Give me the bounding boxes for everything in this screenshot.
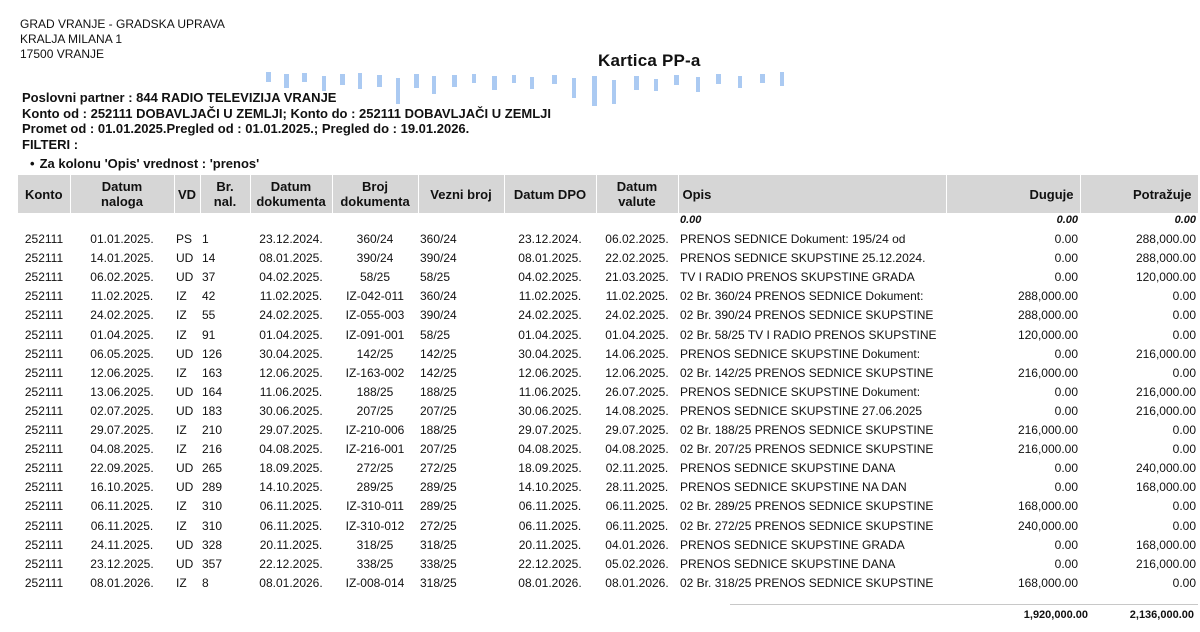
cell-vd: UD <box>176 384 194 399</box>
cell-vd: UD <box>176 461 194 476</box>
filter-text: Za kolonu 'Opis' vrednost : 'prenos' <box>39 156 260 171</box>
cell-konto: 252111 <box>24 499 64 514</box>
cell-br-nal: 14 <box>202 251 216 266</box>
cell-vezni-broj: 272/25 <box>420 518 457 533</box>
cell-broj-dokumenta: IZ-310-011 <box>346 499 404 514</box>
total-duguje: 1,920,000.00 <box>1023 609 1088 621</box>
cell-broj-dokumenta: 58/25 <box>359 270 391 285</box>
opening-potrazuje: 0.00 <box>1174 214 1196 226</box>
cell-datum-dokumenta: 30.06.2025. <box>259 403 323 418</box>
cell-datum-valute: 14.06.2025. <box>605 346 669 361</box>
bullet-icon: • <box>30 156 35 171</box>
cell-datum-dpo: 30.06.2025. <box>518 403 582 418</box>
cell-datum-dokumenta: 06.11.2025. <box>259 499 323 514</box>
cell-opis: PRENOS SEDNICE SKUPSTINE 27.06.2025 <box>680 403 923 418</box>
cell-datum-dokumenta: 14.10.2025. <box>259 480 323 495</box>
cell-duguje: 216,000.00 <box>1017 442 1078 457</box>
table-row <box>18 475 1198 494</box>
cell-datum-valute: 04.01.2026. <box>605 537 669 552</box>
cell-vezni-broj: 58/25 <box>420 270 451 285</box>
cell-vezni-broj: 390/24 <box>420 251 457 266</box>
cell-br-nal: 163 <box>202 365 223 380</box>
cell-datum-valute: 08.01.2026. <box>605 575 669 590</box>
cell-vezni-broj: 142/25 <box>420 365 457 380</box>
table-row <box>18 380 1198 399</box>
cell-br-nal: 1 <box>202 232 209 247</box>
col-header-opis: Opis <box>678 175 946 213</box>
cell-vezni-broj: 338/25 <box>420 556 457 571</box>
cell-duguje: 216,000.00 <box>1017 365 1078 380</box>
cell-datum-naloga: 06.11.2025. <box>90 518 154 533</box>
report-parameters <box>22 90 551 152</box>
cell-duguje: 0.00 <box>1054 537 1078 552</box>
table-row <box>18 494 1198 513</box>
cell-datum-valute: 06.11.2025. <box>605 518 669 533</box>
cell-opis: 02 Br. 390/24 PRENOS SEDNICE SKUPSTINE <box>680 308 934 323</box>
cell-datum-valute: 12.06.2025. <box>605 365 669 380</box>
cell-datum-naloga: 16.10.2025. <box>90 480 154 495</box>
cell-datum-dpo: 29.07.2025. <box>518 423 582 438</box>
cell-datum-dokumenta: 12.06.2025. <box>259 365 323 380</box>
business-partner: Poslovni partner : 844 RADIO TELEVIZIJA VRANJE <box>22 90 337 105</box>
cell-br-nal: 310 <box>202 518 223 533</box>
filters-label: FILTERI : <box>22 136 79 152</box>
ledger-table <box>18 175 1199 590</box>
cell-konto: 252111 <box>24 518 64 533</box>
cell-konto: 252111 <box>24 270 64 285</box>
cell-datum-naloga: 01.01.2025. <box>90 232 154 247</box>
cell-datum-dokumenta: 30.04.2025. <box>259 346 323 361</box>
cell-br-nal: 164 <box>202 384 223 399</box>
cell-datum-dpo: 04.08.2025. <box>518 442 582 457</box>
cell-duguje: 0.00 <box>1054 270 1078 285</box>
cell-datum-dokumenta: 29.07.2025. <box>259 423 323 438</box>
cell-konto: 252111 <box>24 346 64 361</box>
cell-vd: UD <box>176 537 194 552</box>
cell-vezni-broj: 390/24 <box>420 308 457 323</box>
cell-potrazuje: 0.00 <box>1172 499 1196 514</box>
cell-datum-dokumenta: 01.04.2025. <box>259 327 323 342</box>
cell-konto: 252111 <box>24 480 64 495</box>
table-row <box>18 399 1198 418</box>
cell-datum-naloga: 24.11.2025. <box>90 537 154 552</box>
cell-datum-dokumenta: 24.02.2025. <box>259 308 323 323</box>
cell-opis: 02 Br. 360/24 PRENOS SEDNICE Dokument: <box>680 289 924 304</box>
cell-datum-dpo: 06.11.2025. <box>518 499 582 514</box>
cell-vezni-broj: 289/25 <box>420 499 457 514</box>
cell-br-nal: 91 <box>202 327 216 342</box>
cell-konto: 252111 <box>24 556 64 571</box>
cell-datum-valute: 06.02.2025. <box>605 232 669 247</box>
cell-datum-dokumenta: 04.02.2025. <box>259 270 323 285</box>
cell-opis: 02 Br. 289/25 PRENOS SEDNICE SKUPSTINE <box>680 499 934 514</box>
cell-potrazuje: 288,000.00 <box>1135 251 1196 266</box>
cell-datum-dokumenta: 18.09.2025. <box>259 461 323 476</box>
cell-datum-dpo: 11.06.2025. <box>518 384 582 399</box>
cell-broj-dokumenta: IZ-216-001 <box>345 442 405 457</box>
cell-vd: UD <box>176 251 194 266</box>
cell-br-nal: 357 <box>202 556 223 571</box>
cell-datum-dpo: 11.02.2025. <box>518 289 582 304</box>
cell-vd: UD <box>176 270 194 285</box>
cell-duguje: 120,000.00 <box>1017 327 1078 342</box>
cell-datum-dokumenta: 04.08.2025. <box>259 442 323 457</box>
cell-br-nal: 37 <box>202 270 216 285</box>
organization-street: KRALJA MILANA 1 <box>20 32 123 46</box>
cell-br-nal: 126 <box>202 346 223 361</box>
cell-datum-dokumenta: 20.11.2025. <box>259 537 323 552</box>
cell-konto: 252111 <box>24 289 64 304</box>
cell-konto: 252111 <box>24 384 64 399</box>
col-header-konto: Konto <box>18 175 70 213</box>
table-row <box>18 418 1198 437</box>
cell-vezni-broj: 360/24 <box>420 232 457 247</box>
col-header-datum-naloga: Datum naloga <box>70 175 174 213</box>
cell-datum-dpo: 04.02.2025. <box>518 270 582 285</box>
total-potrazuje: 2,136,000.00 <box>1129 609 1194 621</box>
cell-datum-dpo: 08.01.2026. <box>518 575 582 590</box>
cell-konto: 252111 <box>24 327 64 342</box>
cell-duguje: 288,000.00 <box>1017 289 1078 304</box>
cell-duguje: 216,000.00 <box>1017 423 1078 438</box>
col-header-vezni-broj: Vezni broj <box>418 175 504 213</box>
cell-opis: PRENOS SEDNICE SKUPSTINE DANA <box>680 556 896 571</box>
col-header-br-nal: Br. nal. <box>200 175 250 213</box>
table-row <box>18 227 1198 246</box>
cell-potrazuje: 0.00 <box>1172 327 1196 342</box>
cell-potrazuje: 168,000.00 <box>1135 480 1196 495</box>
cell-vd: IZ <box>176 365 187 380</box>
cell-opis: 02 Br. 207/25 PRENOS SEDNICE SKUPSTINE <box>680 442 934 457</box>
cell-opis: 02 Br. 318/25 PRENOS SEDNICE SKUPSTINE <box>680 575 934 590</box>
cell-datum-valute: 21.03.2025. <box>605 270 669 285</box>
cell-datum-valute: 28.11.2025. <box>605 480 669 495</box>
cell-datum-naloga: 06.05.2025. <box>90 346 154 361</box>
cell-datum-valute: 24.02.2025. <box>605 308 669 323</box>
cell-datum-naloga: 29.07.2025. <box>90 423 154 438</box>
cell-vezni-broj: 188/25 <box>420 423 457 438</box>
cell-datum-valute: 29.07.2025. <box>605 423 669 438</box>
cell-opis: PRENOS SEDNICE Dokument: 195/24 od <box>680 232 906 247</box>
cell-duguje: 0.00 <box>1054 556 1078 571</box>
cell-datum-dpo: 24.02.2025. <box>518 308 582 323</box>
cell-datum-dokumenta: 08.01.2026. <box>259 575 323 590</box>
cell-datum-dpo: 08.01.2025. <box>518 251 582 266</box>
cell-vezni-broj: 289/25 <box>420 480 457 495</box>
cell-konto: 252111 <box>24 365 64 380</box>
cell-br-nal: 183 <box>202 403 223 418</box>
cell-broj-dokumenta: IZ-310-012 <box>345 518 405 533</box>
cell-datum-naloga: 13.06.2025. <box>90 384 154 399</box>
cell-broj-dokumenta: 289/25 <box>356 480 394 495</box>
cell-vezni-broj: 360/24 <box>420 289 457 304</box>
cell-datum-naloga: 06.02.2025. <box>90 270 154 285</box>
cell-datum-valute: 06.11.2025. <box>605 499 669 514</box>
cell-datum-valute: 04.08.2025. <box>605 442 669 457</box>
cell-broj-dokumenta: IZ-055-003 <box>345 308 405 323</box>
cell-broj-dokumenta: 272/25 <box>356 461 394 476</box>
cell-potrazuje: 0.00 <box>1172 289 1196 304</box>
cell-vd: UD <box>176 556 194 571</box>
cell-datum-naloga: 14.01.2025. <box>90 251 154 266</box>
cell-datum-dpo: 30.04.2025. <box>518 346 582 361</box>
cell-potrazuje: 216,000.00 <box>1135 346 1196 361</box>
cell-vd: IZ <box>176 308 187 323</box>
table-row <box>18 513 1198 532</box>
cell-br-nal: 310 <box>202 499 223 514</box>
cell-br-nal: 265 <box>202 461 223 476</box>
cell-opis: 02 Br. 142/25 PRENOS SEDNICE SKUPSTINE <box>680 365 934 380</box>
cell-opis: TV I RADIO PRENOS SKUPSTINE GRADA <box>680 270 915 285</box>
cell-vezni-broj: 188/25 <box>420 384 457 399</box>
col-header-datum-dokumenta: Datum dokumenta <box>250 175 332 213</box>
cell-vd: IZ <box>176 499 187 514</box>
cell-broj-dokumenta: 188/25 <box>356 384 394 399</box>
cell-konto: 252111 <box>24 442 64 457</box>
table-row <box>18 437 1198 456</box>
cell-potrazuje: 0.00 <box>1172 365 1196 380</box>
cell-vezni-broj: 142/25 <box>420 346 457 361</box>
cell-datum-naloga: 08.01.2026. <box>90 575 154 590</box>
account-range: Konto od : 252111 DOBAVLJAČI U ZEMLJI; Konto do : 252111 DOBAVLJAČI U ZEMLJI <box>22 105 551 121</box>
cell-broj-dokumenta: IZ-210-006 <box>345 423 405 438</box>
cell-datum-dpo: 22.12.2025. <box>518 556 582 571</box>
cell-vezni-broj: 272/25 <box>420 461 457 476</box>
cell-datum-dokumenta: 22.12.2025. <box>259 556 323 571</box>
table-row <box>18 322 1198 341</box>
cell-broj-dokumenta: IZ-091-001 <box>345 327 405 342</box>
table-row <box>18 456 1198 475</box>
cell-br-nal: 289 <box>202 480 223 495</box>
cell-duguje: 168,000.00 <box>1017 499 1078 514</box>
cell-datum-dokumenta: 23.12.2024. <box>259 232 323 247</box>
cell-konto: 252111 <box>24 461 64 476</box>
cell-datum-dpo: 14.10.2025. <box>518 480 582 495</box>
cell-potrazuje: 216,000.00 <box>1135 403 1196 418</box>
cell-potrazuje: 216,000.00 <box>1135 556 1196 571</box>
cell-duguje: 0.00 <box>1054 461 1078 476</box>
cell-br-nal: 42 <box>202 289 216 304</box>
cell-konto: 252111 <box>24 232 64 247</box>
cell-datum-dpo: 18.09.2025. <box>518 461 582 476</box>
cell-datum-valute: 26.07.2025. <box>605 384 669 399</box>
opening-opis: 0.00 <box>680 214 702 226</box>
cell-datum-naloga: 22.09.2025. <box>90 461 154 476</box>
cell-datum-valute: 01.04.2025. <box>605 327 669 342</box>
cell-opis: PRENOS SEDNICE SKUPSTINE Dokument: <box>680 384 921 399</box>
cell-broj-dokumenta: 338/25 <box>356 556 394 571</box>
organization-city: 17500 VRANJE <box>20 47 105 61</box>
cell-duguje: 168,000.00 <box>1017 575 1078 590</box>
cell-duguje: 288,000.00 <box>1017 308 1078 323</box>
col-header-broj-dokumenta: Broj dokumenta <box>332 175 418 213</box>
cell-vd: IZ <box>176 289 187 304</box>
cell-konto: 252111 <box>24 575 64 590</box>
cell-potrazuje: 288,000.00 <box>1135 232 1196 247</box>
cell-datum-valute: 02.11.2025. <box>605 461 669 476</box>
cell-vd: IZ <box>176 518 187 533</box>
table-header-row <box>18 175 1198 213</box>
cell-datum-naloga: 12.06.2025. <box>90 365 154 380</box>
table-row <box>18 571 1198 590</box>
cell-datum-dokumenta: 08.01.2025. <box>259 251 323 266</box>
cell-opis: PRENOS SEDNICE SKUPSTINE Dokument: <box>680 346 921 361</box>
cell-duguje: 240,000.00 <box>1017 518 1078 533</box>
cell-broj-dokumenta: 207/25 <box>356 403 394 418</box>
cell-datum-dokumenta: 06.11.2025. <box>259 518 323 533</box>
cell-potrazuje: 216,000.00 <box>1135 384 1196 399</box>
cell-datum-valute: 14.08.2025. <box>605 403 669 418</box>
cell-vezni-broj: 58/25 <box>420 327 451 342</box>
table-row <box>18 303 1198 322</box>
cell-broj-dokumenta: IZ-042-011 <box>346 289 404 304</box>
cell-potrazuje: 120,000.00 <box>1135 270 1196 285</box>
cell-broj-dokumenta: IZ-163-002 <box>345 365 405 380</box>
col-header-duguje: Duguje <box>946 175 1080 213</box>
table-row <box>18 342 1198 361</box>
cell-duguje: 0.00 <box>1054 232 1078 247</box>
cell-br-nal: 328 <box>202 537 223 552</box>
cell-datum-valute: 05.02.2026. <box>605 556 669 571</box>
cell-vezni-broj: 207/25 <box>420 442 457 457</box>
cell-potrazuje: 0.00 <box>1172 518 1196 533</box>
cell-datum-naloga: 02.07.2025. <box>90 403 154 418</box>
cell-konto: 252111 <box>24 251 64 266</box>
cell-datum-dpo: 01.04.2025. <box>518 327 582 342</box>
table-row <box>18 552 1198 571</box>
cell-vezni-broj: 207/25 <box>420 403 457 418</box>
cell-vd: PS <box>176 232 193 247</box>
document-title: Kartica PP-a <box>598 51 701 70</box>
cell-vd: UD <box>176 480 194 495</box>
cell-duguje: 0.00 <box>1054 251 1078 266</box>
cell-opis: PRENOS SEDNICE SKUPSTINE NA DAN <box>680 480 907 495</box>
cell-br-nal: 8 <box>202 575 209 590</box>
cell-duguje: 0.00 <box>1054 384 1078 399</box>
cell-datum-dpo: 06.11.2025. <box>518 518 582 533</box>
cell-datum-naloga: 23.12.2025. <box>90 556 154 571</box>
cell-konto: 252111 <box>24 537 64 552</box>
cell-konto: 252111 <box>24 403 64 418</box>
cell-duguje: 0.00 <box>1054 346 1078 361</box>
cell-potrazuje: 0.00 <box>1172 423 1196 438</box>
organization-block <box>20 17 225 62</box>
date-range: Promet od : 01.01.2025.Pregled od : 01.01.2025.; Pregled do : 19.01.2026. <box>22 121 470 136</box>
col-header-vd: VD <box>174 175 200 213</box>
table-row <box>18 533 1198 552</box>
cell-vd: UD <box>176 346 194 361</box>
cell-opis: 02 Br. 188/25 PRENOS SEDNICE SKUPSTINE <box>680 423 934 438</box>
cell-vd: IZ <box>176 442 187 457</box>
cell-konto: 252111 <box>24 423 64 438</box>
cell-datum-dokumenta: 11.02.2025. <box>259 289 323 304</box>
cell-datum-dokumenta: 11.06.2025. <box>259 384 323 399</box>
cell-duguje: 0.00 <box>1054 480 1078 495</box>
cell-br-nal: 210 <box>202 423 223 438</box>
table-row <box>18 361 1198 380</box>
cell-vd: IZ <box>176 327 187 342</box>
cell-datum-naloga: 24.02.2025. <box>90 308 154 323</box>
cell-datum-dpo: 12.06.2025. <box>518 365 582 380</box>
filter-item <box>30 156 259 171</box>
cell-potrazuje: 240,000.00 <box>1135 461 1196 476</box>
totals-divider <box>730 604 1198 605</box>
cell-opis: PRENOS SEDNICE SKUPSTINE GRADA <box>680 537 905 552</box>
col-header-datum-valute: Datum valute <box>596 175 678 213</box>
cell-opis: 02 Br. 272/25 PRENOS SEDNICE SKUPSTINE <box>680 518 934 533</box>
table-row <box>18 246 1198 265</box>
cell-opis: 02 Br. 58/25 TV I RADIO PRENOS SKUPSTINE <box>680 327 937 342</box>
opening-duguje: 0.00 <box>1056 214 1078 226</box>
cell-broj-dokumenta: 360/24 <box>356 232 394 247</box>
cell-opis: PRENOS SEDNICE SKUPSTINE DANA <box>680 461 896 476</box>
cell-datum-naloga: 01.04.2025. <box>90 327 154 342</box>
cell-broj-dokumenta: 142/25 <box>356 346 394 361</box>
cell-potrazuje: 168,000.00 <box>1135 537 1196 552</box>
cell-br-nal: 55 <box>202 308 216 323</box>
cell-datum-dpo: 20.11.2025. <box>518 537 582 552</box>
cell-datum-valute: 11.02.2025. <box>605 289 669 304</box>
cell-vezni-broj: 318/25 <box>420 575 457 590</box>
opening-balance-row <box>18 213 1198 227</box>
cell-datum-valute: 22.02.2025. <box>605 251 669 266</box>
cell-broj-dokumenta: 318/25 <box>356 537 394 552</box>
cell-potrazuje: 0.00 <box>1172 575 1196 590</box>
cell-datum-naloga: 04.08.2025. <box>90 442 154 457</box>
cell-potrazuje: 0.00 <box>1172 308 1196 323</box>
cell-broj-dokumenta: IZ-008-014 <box>345 575 405 590</box>
cell-datum-naloga: 11.02.2025. <box>90 289 154 304</box>
organization-name: GRAD VRANJE - GRADSKA UPRAVA <box>20 17 225 31</box>
table-row <box>18 284 1198 303</box>
table-row <box>18 265 1198 284</box>
cell-br-nal: 216 <box>202 442 223 457</box>
cell-vezni-broj: 318/25 <box>420 537 457 552</box>
cell-opis: PRENOS SEDNICE SKUPSTINE 25.12.2024. <box>680 251 926 266</box>
col-header-datum-dpo: Datum DPO <box>504 175 596 213</box>
col-header-potrazuje: Potražuje <box>1080 175 1198 213</box>
cell-konto: 252111 <box>24 308 64 323</box>
cell-potrazuje: 0.00 <box>1172 442 1196 457</box>
cell-datum-naloga: 06.11.2025. <box>90 499 154 514</box>
cell-vd: IZ <box>176 575 187 590</box>
cell-vd: IZ <box>176 423 187 438</box>
cell-datum-dpo: 23.12.2024. <box>518 232 582 247</box>
cell-vd: UD <box>176 403 194 418</box>
cell-duguje: 0.00 <box>1054 403 1078 418</box>
cell-broj-dokumenta: 390/24 <box>356 251 394 266</box>
